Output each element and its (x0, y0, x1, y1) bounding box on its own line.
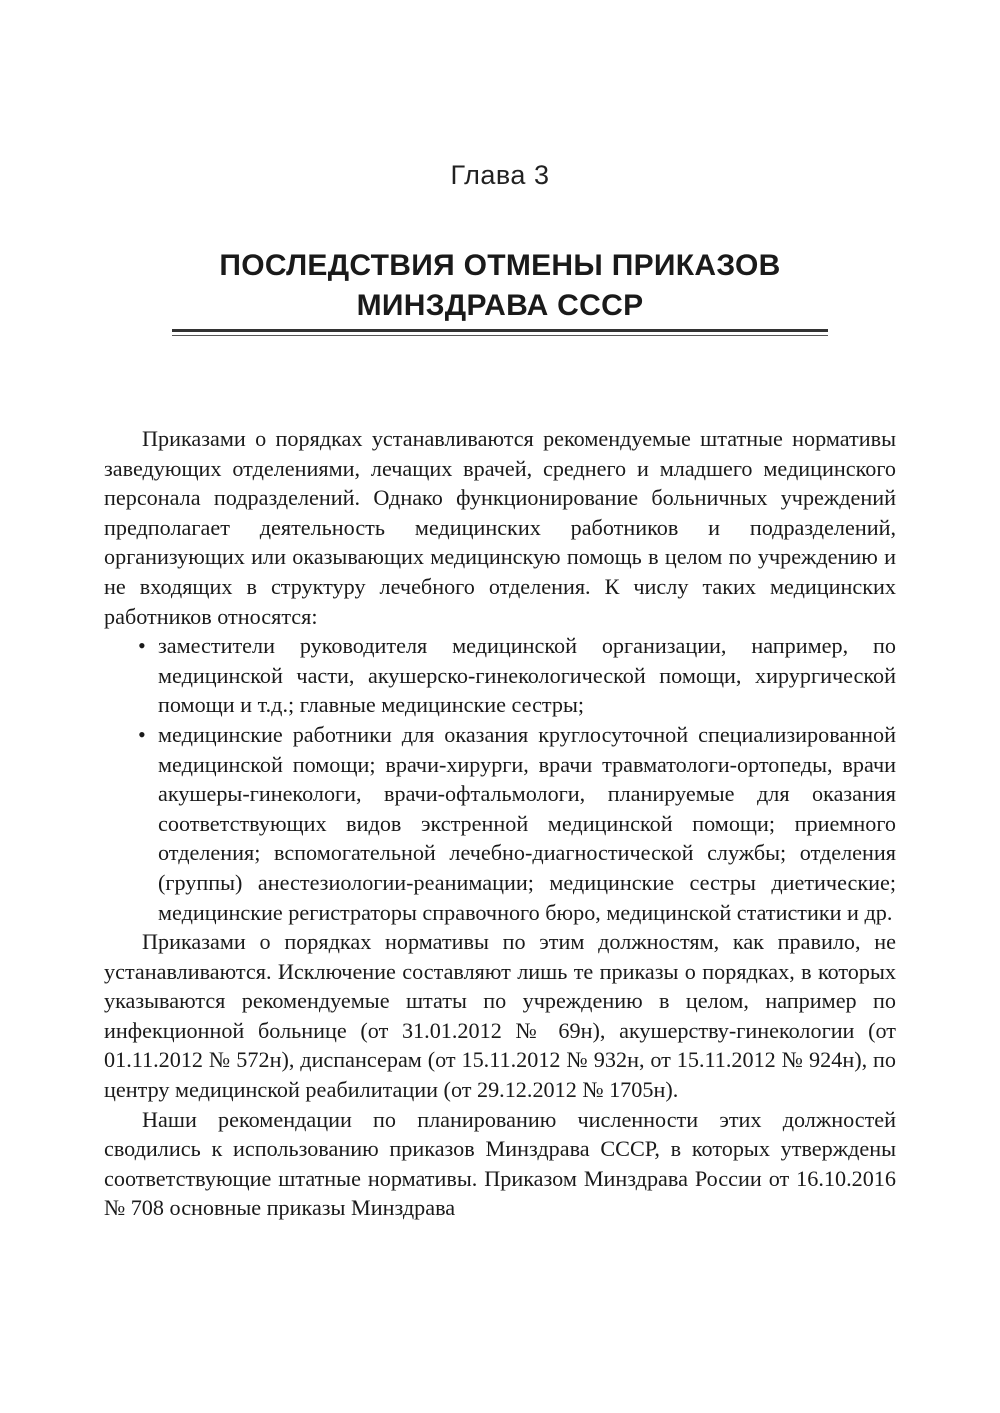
body-text (104, 424, 896, 1223)
list-item (104, 720, 896, 927)
list-item (104, 631, 896, 720)
chapter-title-line-1: ПОСЛЕДСТВИЯ ОТМЕНЫ ПРИКАЗОВ (219, 249, 781, 282)
chapter-label: Глава 3 (450, 160, 550, 190)
chapter-title-line-2: МИНЗДРАВА СССР (356, 289, 644, 322)
list-item-text: заместители руководителя медицинской организации, например, по медицинской части, акушерско-гинекологической помощи, хирургической помощи и т.д.; главные медицинские сестры; (158, 633, 896, 718)
paragraph-1: Приказами о порядках устанавливаются рекомендуемые штатные нормативы заведующих отделениями, лечащих врачей, среднего и младшего медицинского персонала подразделений. Однако функционирование больничных учреждений предполагает деятельность медицинских работников и подразделений, организующих или оказывающих медицинскую помощь в целом по учреждению и не входящих в структуру лечебного отделения. К числу таких медицинских работников относятся: (104, 426, 896, 629)
title-double-rule (172, 329, 828, 336)
list-item-text: медицинские работники для оказания круглосуточной специализированной медицинской помощи; врачи-хирурги, врачи травматологи-ортопеды, врачи акушеры-гинекологи, врачи-офтальмологи, планируемые для оказания соответствующих видов экстренной медицинской помощи; приемного отделения; вспомогательной лечебно-диагностической службы; отделения (группы) анестезиологии-реанимации; медицинские сестры диетические; медицинские регистраторы справочного бюро, медицинской статистики и др. (158, 721, 896, 925)
paragraph-2: Приказами о порядках нормативы по этим должностям, как правило, не устанавливаются. Исключение составляют лишь те приказы о порядках, в которых указываются рекомендуемые штаты по учреждению в целом, например по инфекционной больнице (от 31.01.2012 № 69н), акушерству-гинекологии (от 01.11.2012 № 572н), диспансерам (от 15.11.2012 № 932н, от 15.11.2012 № 924н), по центру медицинской реабилитации (от 29.12.2012 № 1705н). (104, 929, 896, 1103)
bullet-icon: • (138, 633, 146, 659)
paragraph-3: Наши рекомендации по планированию численности этих должностей сводились к использованию приказов Минздрава СССР, в которых утверждены соответствующие штатные нормативы. Приказом Минздрава России от 16.10.2016 № 708 основные приказы Минздрава (104, 1106, 896, 1221)
bullet-list (104, 631, 896, 927)
bullet-icon: • (138, 721, 146, 747)
chapter-title (0, 246, 1000, 326)
